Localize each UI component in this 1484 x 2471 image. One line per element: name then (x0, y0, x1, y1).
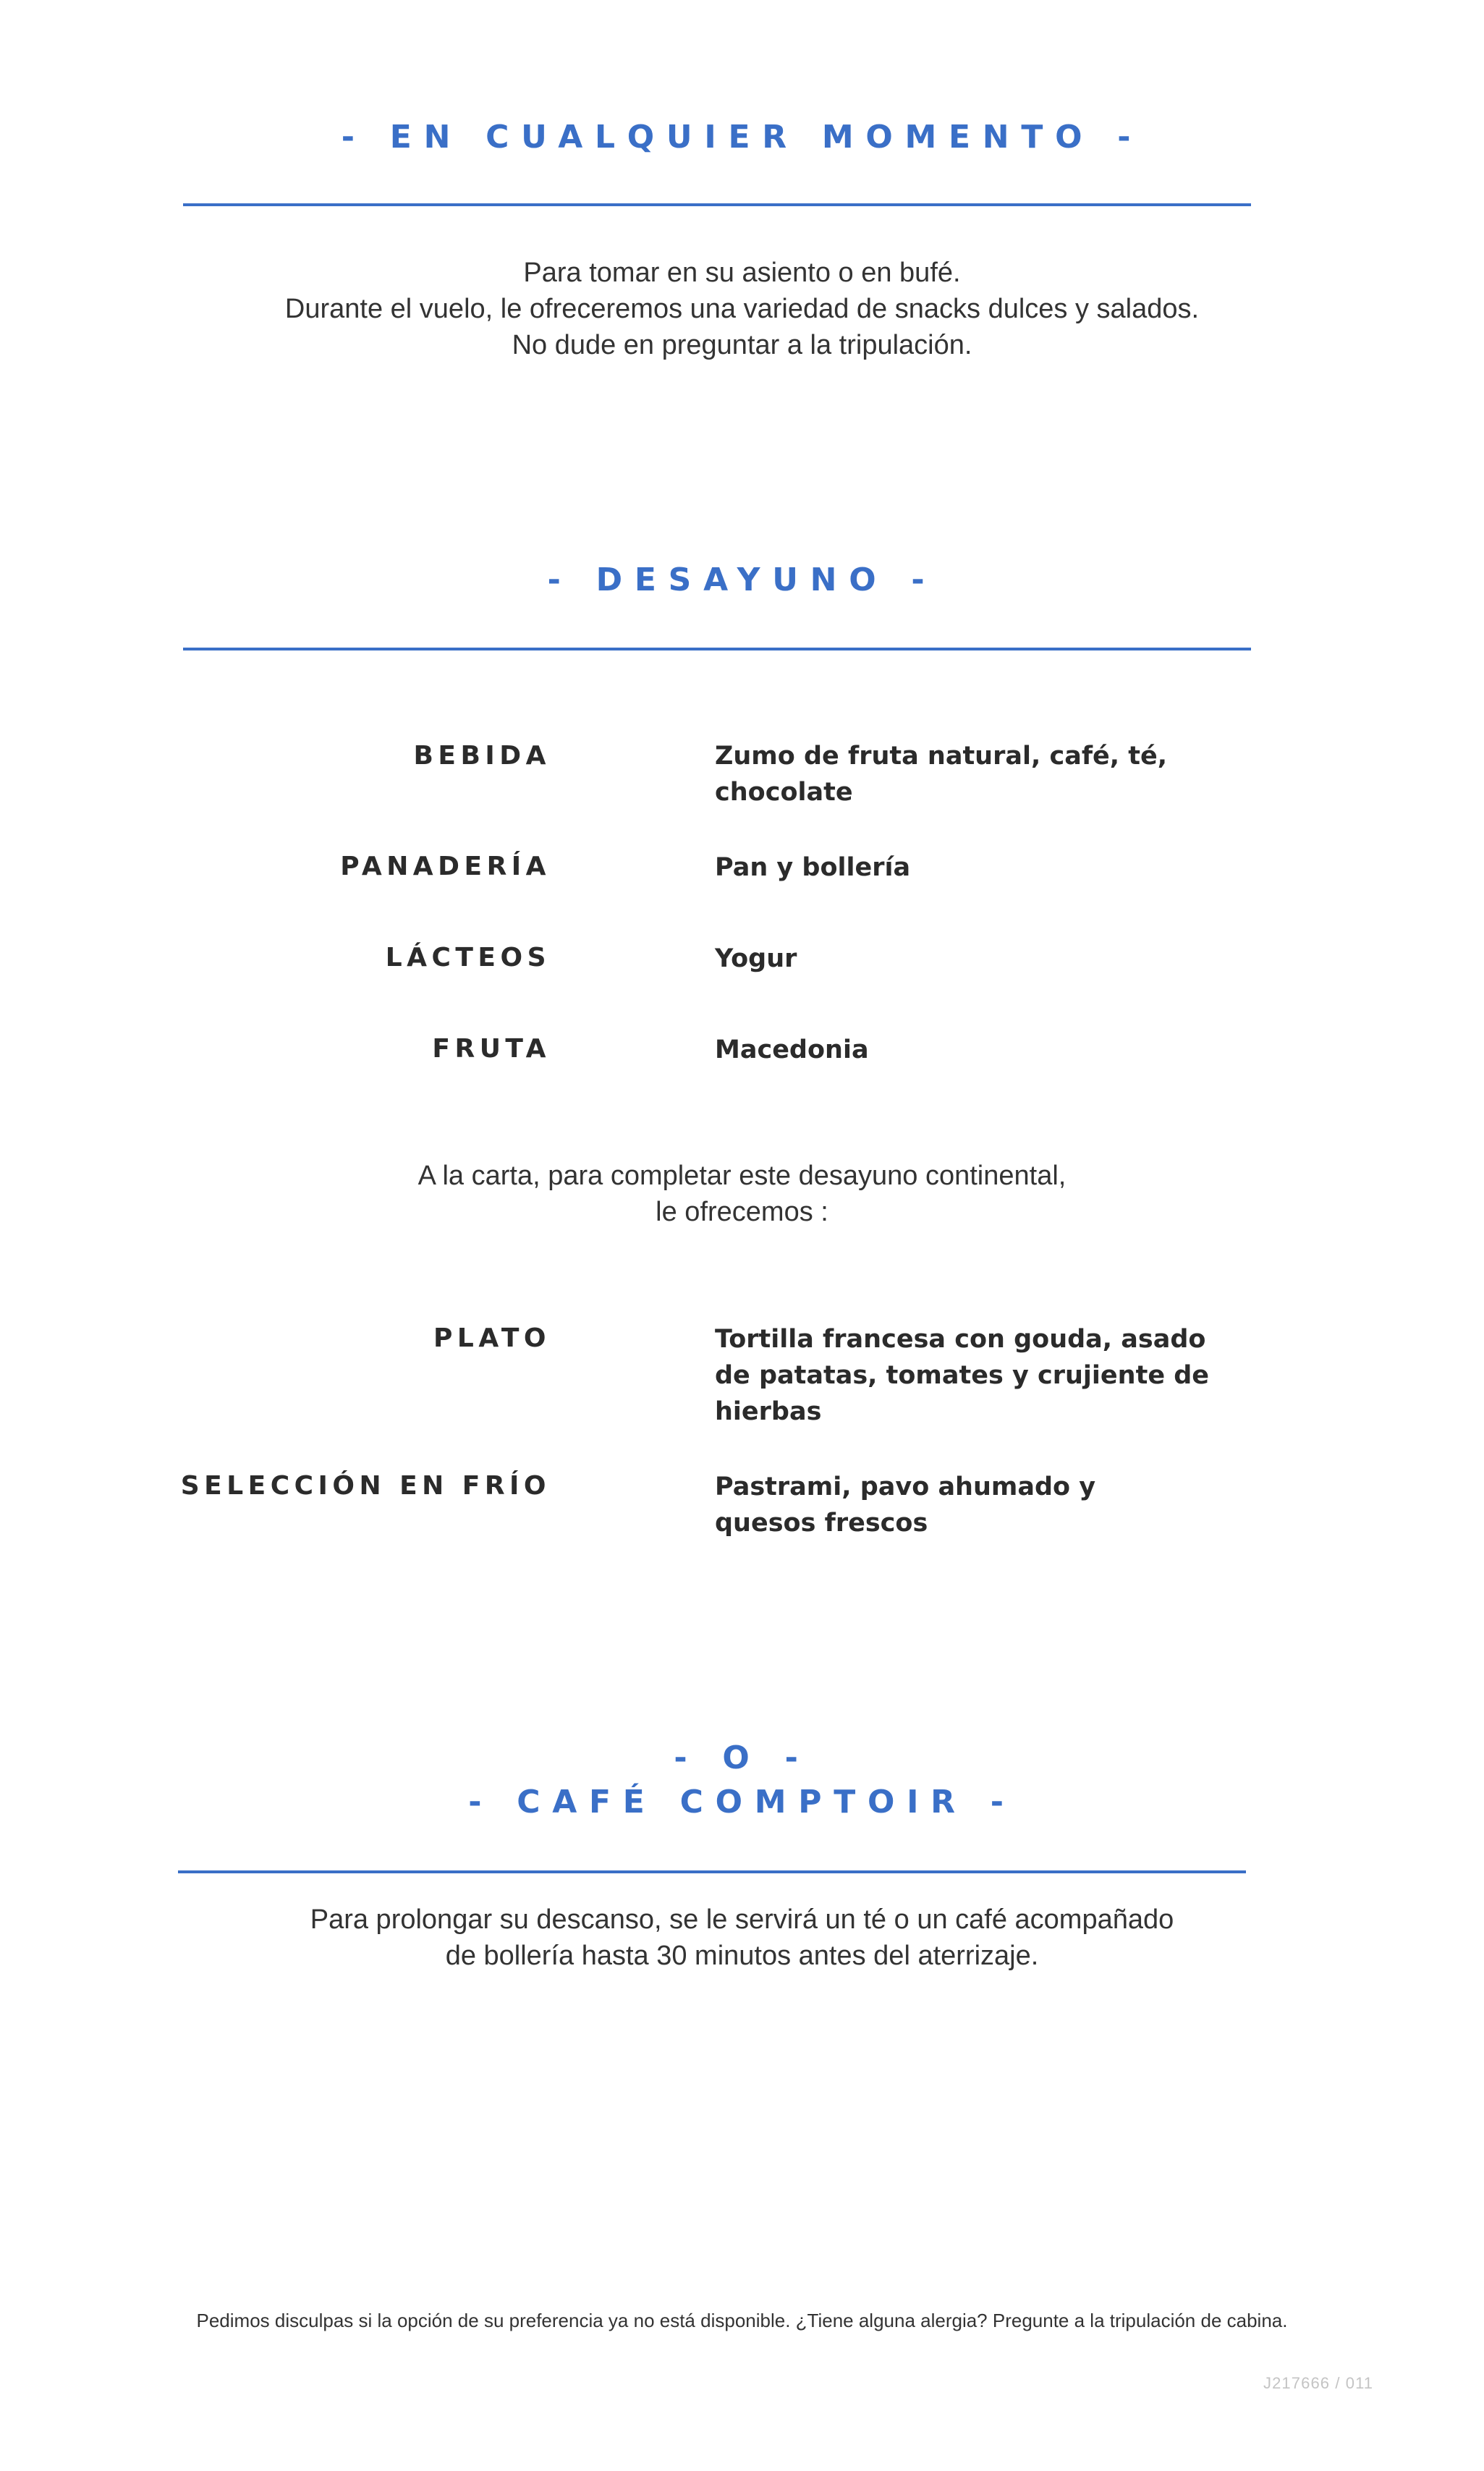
anytime-line: No dude en preguntar a la tripulación. (512, 330, 972, 360)
menu-item-value: Pastrami, pavo ahumado y quesos frescos (715, 1472, 1096, 1538)
breakfast-divider (183, 648, 1251, 650)
menu-item-label: PANADERÍA (340, 852, 551, 881)
menu-item-label: FRUTA (432, 1034, 551, 1064)
a-la-carte-line: A la carta, para completar este desayuno continental, (417, 1161, 1067, 1191)
anytime-description (0, 255, 1484, 363)
menu-item-label: PLATO (433, 1323, 551, 1353)
menu-item-value: Zumo de fruta natural, café, té, chocolate (715, 742, 1168, 807)
menu-item-value: Tortilla francesa con gouda, asado de patatas, tomates y crujiente de hierbas (715, 1325, 1210, 1426)
anytime-divider (183, 203, 1251, 206)
anytime-line: Durante el vuelo, le ofreceremos una variedad de snacks dulces y salados. (284, 294, 1200, 324)
cafe-line: de bollería hasta 30 minutos antes del aterrizaje. (445, 1941, 1039, 1971)
menu-item-label: LÁCTEOS (385, 943, 551, 972)
cafe-description (0, 1902, 1484, 1974)
anytime-line: Para tomar en su asiento o en bufé. (523, 258, 961, 288)
a-la-carte-line: le ofrecemos : (656, 1197, 828, 1227)
a-la-carte-intro (0, 1158, 1484, 1230)
anytime-heading: - EN CUALQUIER MOMENTO - (341, 119, 1143, 156)
breakfast-heading: - DESAYUNO - (547, 561, 937, 598)
menu-item-value: Macedonia (715, 1035, 869, 1064)
cafe-heading: - CAFÉ COMPTOIR - (468, 1784, 1016, 1821)
menu-item-label: SELECCIÓN EN FRÍO (180, 1471, 551, 1501)
cafe-line: Para prolongar su descanso, se le servirá un té o un café acompañado (310, 1904, 1174, 1935)
footer-note: Pedimos disculpas si la opción de su preferencia ya no está disponible. ¿Tiene alguna alergia? Pregunte a la tripulación de cabina. (196, 2310, 1288, 2331)
menu-item-value: Yogur (715, 944, 797, 973)
menu-item-value: Pan y bollería (715, 853, 911, 882)
cafe-divider (178, 1870, 1246, 1873)
document-reference: J217666 / 011 (1263, 2374, 1374, 2392)
menu-item-label: BEBIDA (413, 741, 551, 771)
or-separator: - O - (674, 1739, 810, 1776)
